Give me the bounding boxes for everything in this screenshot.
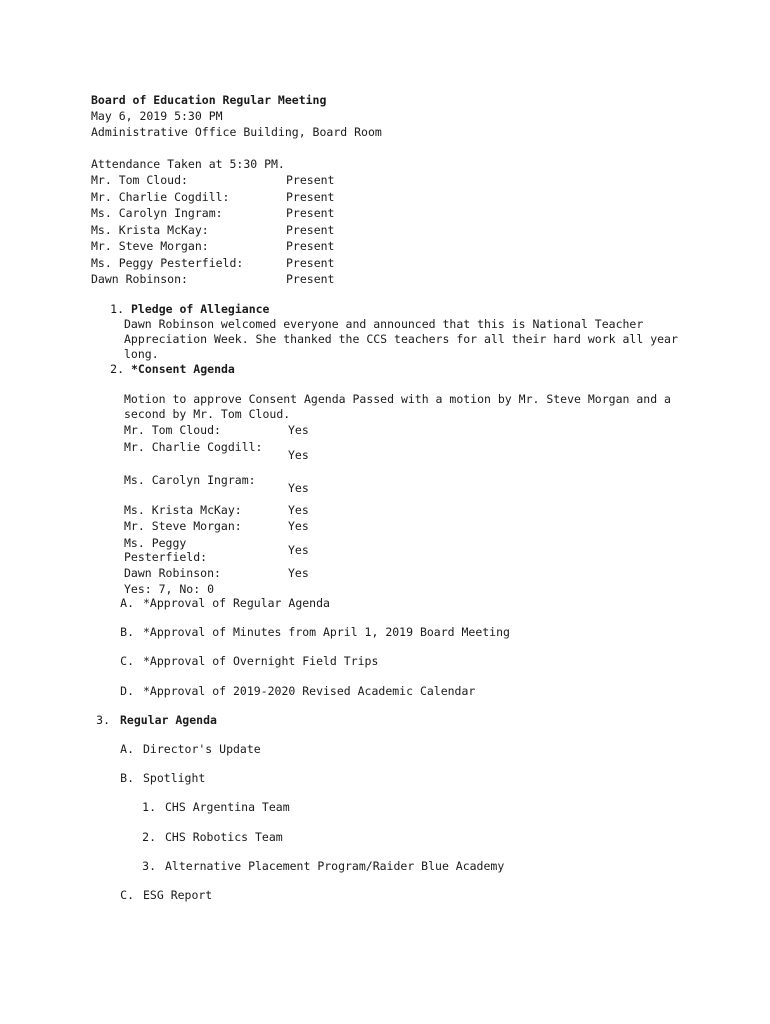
meeting-date: May 6, 2019 5:30 PM [91, 109, 223, 123]
consent-subitem: A. *Approval of Regular Agenda [120, 596, 330, 610]
spotlight-item: 2. CHS Robotics Team [142, 830, 283, 844]
consent-subitem: C. *Approval of Overnight Field Trips [120, 654, 379, 668]
meeting-header [91, 92, 711, 288]
attendance-row: Dawn Robinson: Present [91, 272, 335, 286]
attendance-row: Ms. Peggy Pesterfield: Present [91, 255, 335, 270]
pledge-text: Dawn Robinson welcomed everyone and announced that this is National Teacher Appreciation Week. She thanked the CCS teachers for all their hard work all year long. [124, 317, 685, 361]
consent-motion: Motion to approve Consent Agenda Passed with a motion by Mr. Steve Morgan and a second by Mr. Tom Cloud. [124, 392, 678, 421]
agenda-item-title: Pledge of Allegiance [131, 302, 270, 316]
spotlight-item: 1. CHS Argentina Team [142, 800, 290, 814]
agenda-item-title: Regular Agenda [120, 713, 217, 727]
vote-row: Mr. Steve Morgan: Yes [124, 519, 309, 533]
regular-subitem-spotlight: B. Spotlight [120, 771, 206, 785]
attendance-list [91, 172, 711, 288]
consent-subitem: D. *Approval of 2019-2020 Revised Academic Calendar [120, 684, 476, 698]
meeting-location: Administrative Office Building, Board Room [91, 125, 382, 139]
vote-row: Ms. Krista McKay: Yes [124, 503, 309, 517]
attendance-heading: Attendance Taken at 5:30 PM. [91, 157, 285, 171]
consent-subitems [91, 596, 731, 699]
vote-row: Ms. Peggy Pesterfield: Yes [124, 536, 309, 564]
consent-votes [124, 423, 731, 596]
agenda-item-title: *Consent Agenda [131, 362, 235, 376]
vote-row: Mr. Tom Cloud: Yes [124, 423, 309, 437]
meeting-title: Board of Education Regular Meeting [91, 93, 327, 107]
attendance-row: Ms. Carolyn Ingram: Present [91, 206, 335, 220]
attendance-row: Ms. Krista McKay: Present [91, 222, 335, 237]
attendance-row: Mr. Steve Morgan: Present [91, 239, 335, 253]
spotlight-item: 3. Alternative Placement Program/Raider Blue Academy [142, 859, 505, 873]
agenda-item-pledge: 1. Pledge of Allegiance [110, 302, 270, 316]
attendance-row: Mr. Charlie Cogdill: Present [91, 189, 335, 204]
regular-subitem-esg-report: C. ESG Report [120, 888, 213, 902]
consent-subitem: B. *Approval of Minutes from April 1, 2019 Board Meeting [120, 625, 510, 639]
agenda [91, 302, 731, 903]
agenda-item-regular: 3. Regular Agenda [96, 713, 217, 727]
agenda-item-consent: 2. *Consent Agenda [110, 362, 235, 376]
vote-row: Ms. Carolyn Ingram: Yes [124, 473, 309, 495]
vote-tally: Yes: 7, No: 0 [124, 582, 215, 596]
vote-row: Dawn Robinson: Yes [124, 566, 309, 580]
attendance-row: Mr. Tom Cloud: Present [91, 173, 335, 187]
vote-row: Mr. Charlie Cogdill: Yes [124, 440, 309, 462]
regular-subitem-directors-update: A. Director's Update [120, 742, 261, 756]
